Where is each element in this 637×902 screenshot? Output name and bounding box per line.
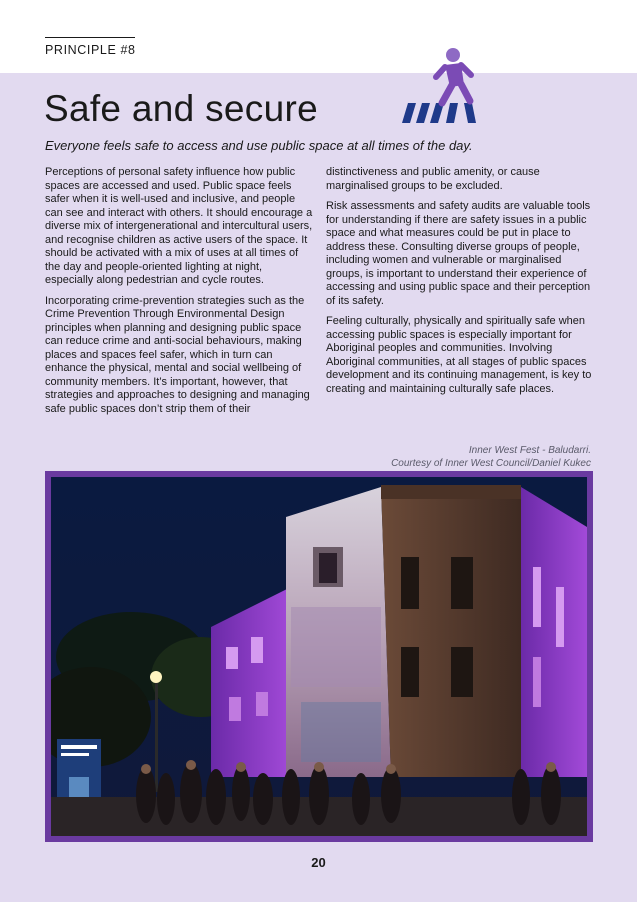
- photo-frame: [45, 471, 593, 842]
- caption-line: Inner West Fest - Baludarri.: [468, 445, 591, 456]
- right-column: [326, 166, 598, 403]
- paragraph: Perceptions of personal safety influence how public spaces are accessed and used. Public space feels safer when it is well-used and inclusive, and people can see and interact with others. It should encourage a diverse mix of intergenerational and intercultural users, and recognise children as active users of the space. It should be activated with a mix of uses at all times of the day and people-oriented lighting at night, especially along pedestrian and cycle routes.: [45, 166, 313, 286]
- principle-rule: [45, 37, 135, 38]
- left-column: [45, 166, 313, 423]
- pedestrian-crossing-icon: [398, 45, 484, 125]
- festival-photo: [51, 477, 587, 836]
- paragraph: Feeling culturally, physically and spiritually safe when accessing public spaces is especially important for Aboriginal peoples and communities. Involving Aboriginal communities, at all stages of public spaces development and its continuing management, is key to creating and maintaining culturally safe places.: [326, 315, 592, 395]
- principle-label: PRINCIPLE #8: [45, 43, 136, 57]
- page-number: 20: [311, 855, 326, 870]
- page-title: Safe and secure: [44, 88, 318, 129]
- paragraph: Incorporating crime-prevention strategies such as the Crime Prevention Through Environmental Design principles when planning and designing public space can reduce crime and anti-social behaviours, making places and spaces feel safer, which in turn can enhance the physical, mental and social wellbeing of community members. It’s important, however, that strategies and approaches to designing and managing safe public spaces don’t strip them of their: [45, 294, 310, 415]
- photo-caption: [391, 444, 591, 470]
- caption-line: Courtesy of Inner West Council/Daniel Kukec: [391, 458, 591, 469]
- paragraph: distinctiveness and public amenity, or cause marginalised groups to be excluded.: [326, 166, 540, 192]
- paragraph: Risk assessments and safety audits are valuable tools for understanding if there are safety issues in a public space and what measures could be put in place to address these. Consulting diverse groups of people, including women and vulnerable or marginalised groups, is important to understand their experience of accessing and using public space and their perception of its safety.: [326, 200, 591, 307]
- page-subtitle: Everyone feels safe to access and use public space at all times of the day.: [45, 138, 473, 153]
